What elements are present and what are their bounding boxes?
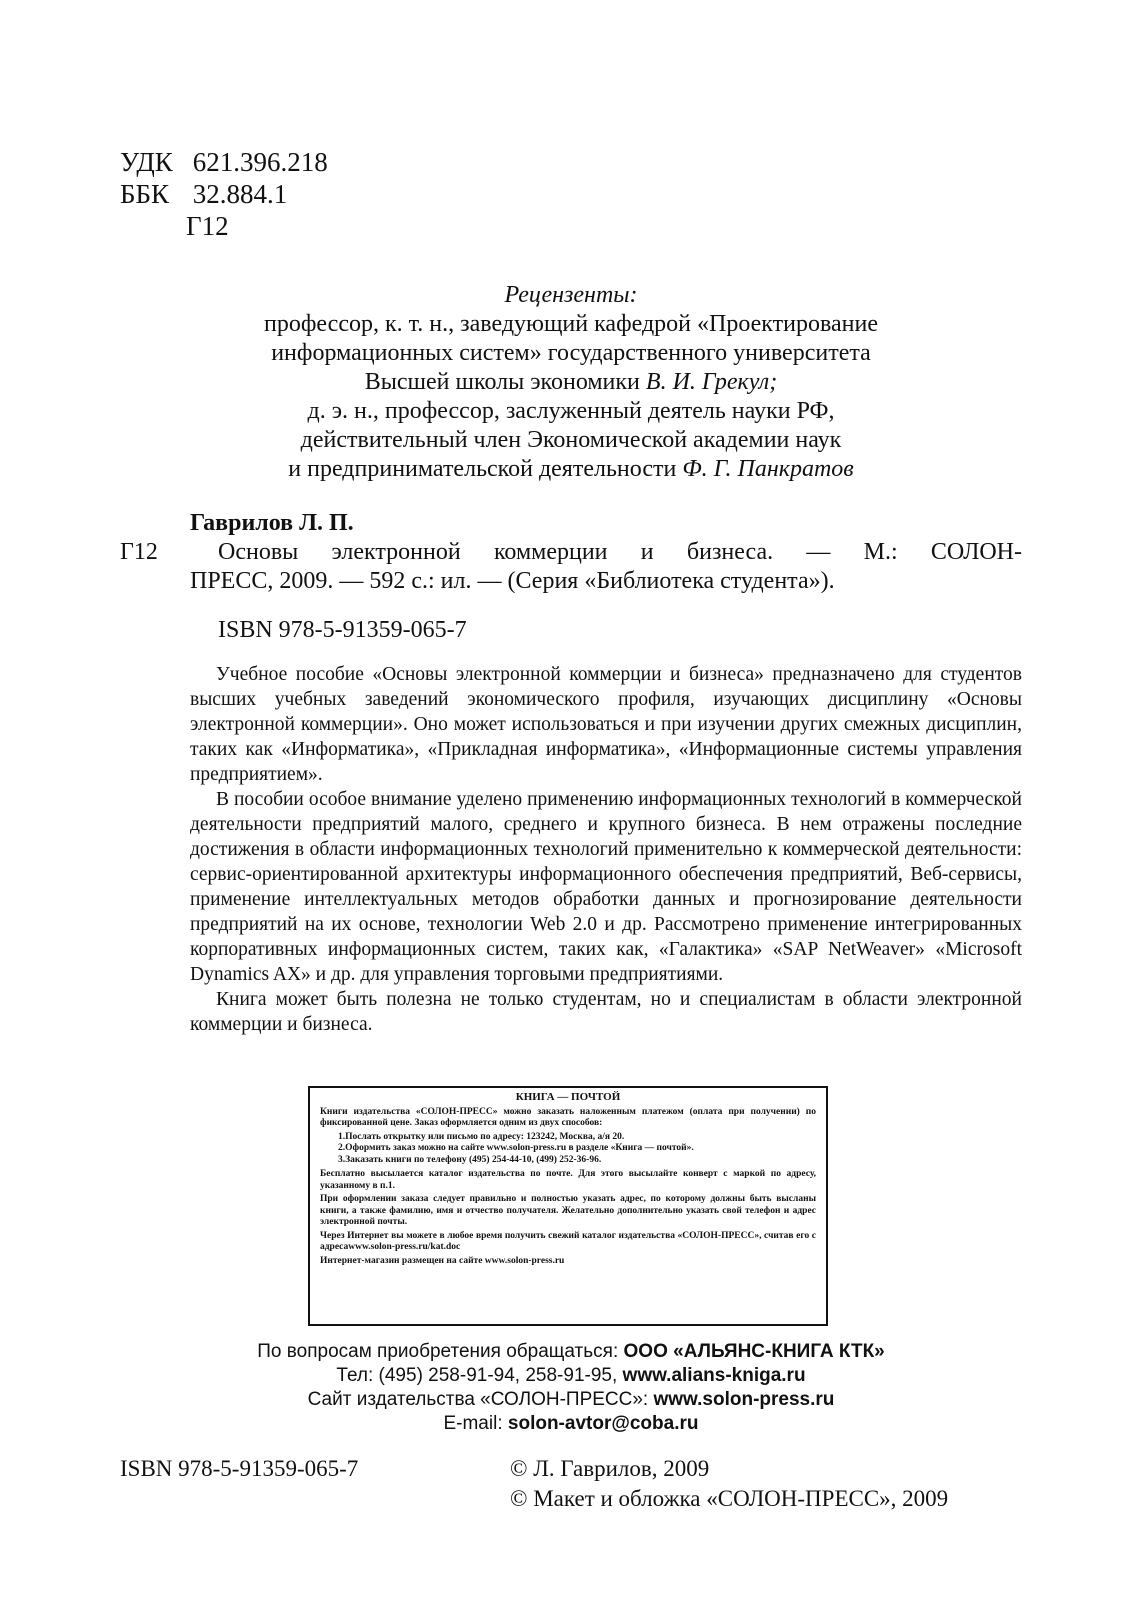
mail-order-address-note: При оформлении заказа следует правильно и полностью указать адрес, по которому должны быть высланы книги, а также фамилию, имя и отчество получателя. Желательно дополнительно указать свой телефон и адрес электронной почты. bbox=[320, 1194, 816, 1227]
mail-order-catalog-note: Бесплатно высылается каталог издательства по почте. Для этого высылайте конверт с маркой по адресу, указанному в п.1. bbox=[320, 1169, 816, 1191]
reviewer-line: профессор, к. т. н., заведующий кафедрой «Проектирование bbox=[264, 311, 878, 337]
contacts-purchase bbox=[120, 1340, 1022, 1364]
reviewer-text: и предпринимательской деятельности bbox=[288, 456, 683, 482]
reviewer-line bbox=[120, 455, 1022, 484]
contacts-phone bbox=[120, 1364, 1022, 1388]
bib-title-line: Основы электронной коммерции и бизнеса. — М.: СОЛОН- bbox=[218, 539, 1022, 565]
contacts-block bbox=[120, 1340, 1022, 1436]
reviewers-block bbox=[120, 281, 1022, 484]
mail-order-step: 1.Послать открытку или письмо по адресу: 123242, Москва, а/я 20. bbox=[338, 1131, 625, 1142]
phone-site-link[interactable]: www.alians-kniga.ru bbox=[622, 1365, 806, 1386]
contacts-email bbox=[120, 1412, 1022, 1436]
footer-copyright-layout: © Макет и обложка «СОЛОН-ПРЕСС», 2009 bbox=[510, 1486, 949, 1511]
annotation-paragraph: Книга может быть полезна не только студентам, но и специалистам в области электронной коммерции и бизнеса. bbox=[190, 989, 1022, 1035]
reviewer-name: В. И. Грекул; bbox=[645, 369, 778, 395]
bbk-line bbox=[120, 178, 328, 210]
bbk-value: 32.884.1 bbox=[192, 179, 288, 209]
purchase-company: ООО «АЛЬЯНС-КНИГА КТК» bbox=[623, 1341, 885, 1362]
mail-order-intro: Книги издательства «СОЛОН-ПРЕСС» можно заказать наложенным платежом (оплата при получении) по фиксированной цене. Заказ оформляется одним из двух способов: bbox=[320, 1106, 816, 1128]
mail-order-step: 2.Оформить заказ можно на сайте www.solon-press.ru в разделе «Книга — почтой». bbox=[338, 1143, 694, 1153]
mail-order-step: 3.Заказать книги по телефону (495) 254-44-10, (499) 252-36-96. bbox=[338, 1154, 602, 1165]
udk-label: УДК bbox=[120, 147, 173, 177]
reviewer-line: информационных систем» государственного университета bbox=[271, 340, 871, 366]
reviewers-title: Рецензенты: bbox=[504, 282, 638, 308]
bbk-label: ББК bbox=[120, 179, 170, 209]
bib-mark: Г12 bbox=[120, 539, 158, 565]
author-mark: Г12 bbox=[186, 211, 229, 241]
reviewer-text: Высшей школы экономики bbox=[364, 369, 646, 395]
udk-line bbox=[120, 146, 328, 178]
udk-value: 621.396.218 bbox=[192, 147, 328, 177]
bib-title-line: ПРЕСС, 2009. — 592 с.: ил. — (Серия «Библиотека студента»). bbox=[190, 568, 835, 594]
footer-isbn: ISBN 978-5-91359-065-7 bbox=[120, 1456, 359, 1481]
mail-order-title: КНИГА — ПОЧТОЙ bbox=[515, 1091, 621, 1103]
mail-order-box bbox=[308, 1086, 828, 1326]
reviewer-line: действительный член Экономической академии наук bbox=[300, 427, 842, 453]
annotation bbox=[190, 662, 1022, 1037]
publisher-label: Сайт издательства «СОЛОН-ПРЕСС»: bbox=[307, 1389, 654, 1410]
email-link[interactable]: solon-avtor@coba.ru bbox=[507, 1413, 699, 1434]
publisher-site-link[interactable]: www.solon-press.ru bbox=[653, 1389, 835, 1410]
bib-isbn: ISBN 978-5-91359-065-7 bbox=[218, 617, 467, 643]
reviewer-line: д. э. н., профессор, заслуженный деятель науки РФ, bbox=[307, 398, 835, 424]
bib-author: Гаврилов Л. П. bbox=[190, 510, 354, 536]
reviewer-line bbox=[120, 368, 1022, 397]
mail-order-internet-note: Через Интернет вы можете в любое время получить свежий каталог издательства «СОЛОН-ПРЕСС», считав его с адресаwww.solon-press.ru/kat.doc bbox=[320, 1230, 816, 1252]
contacts-publisher bbox=[120, 1388, 1022, 1412]
email-label: E-mail: bbox=[443, 1413, 508, 1434]
phone-label: Тел: (495) 258-91-94, 258-91-95, bbox=[336, 1365, 623, 1386]
footer-copyright-author: © Л. Гаврилов, 2009 bbox=[510, 1456, 710, 1481]
classification-block bbox=[120, 146, 328, 242]
purchase-label: По вопросам приобретения обращаться: bbox=[257, 1341, 624, 1362]
mail-order-shop-note: Интернет-магазин размещен на сайте www.solon-press.ru bbox=[320, 1255, 565, 1266]
annotation-paragraph: В пособии особое внимание уделено применению информационных технологий в коммерческой деятельности предприятий малого, среднего и крупного бизнеса. В нем отражены последние достижения в области информационных технологий применительно к коммерческой деятельности: сервис-ориентированной архитектуры информационного обеспечения предприятий, Веб-сервисы, применение интеллектуальных методов обработки данных и прогнозирование деятельности предприятий на их основе, технологии Web 2.0 и др. Рассмотрено применение интегрированных корпоративных информационных систем, таких как, «Галактика» «SAP NetWeaver» «Microsoft Dynamics AX» и др. для управления торговыми предприятиями. bbox=[190, 789, 1022, 985]
reviewer-name: Ф. Г. Панкратов bbox=[682, 456, 854, 482]
annotation-paragraph: Учебное пособие «Основы электронной коммерции и бизнеса» предназначено для студентов высших учебных заведений экономического профиля, изучающих дисциплину «Основы электронной коммерции». Оно может использоваться и при изучении других смежных дисциплин, таких как «Информатика», «Прикладная информатика», «Информационные системы управления предприятием». bbox=[190, 664, 1022, 785]
